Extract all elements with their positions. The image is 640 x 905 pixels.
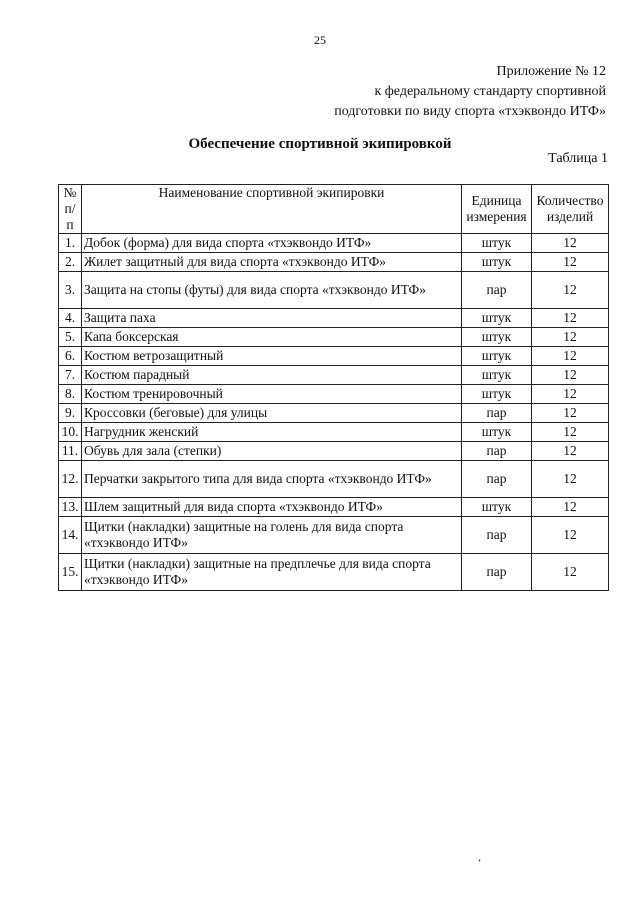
row-name: Костюм парадный [82, 366, 462, 385]
row-unit: штук [462, 423, 532, 442]
table-row [59, 423, 609, 442]
row-name: Перчатки закрытого типа для вида спорта «тхэквондо ИТФ» [82, 461, 462, 498]
appendix-line-3: подготовки по виду спорта «тхэквондо ИТФ» [334, 104, 606, 119]
row-name: Защита на стопы (футы) для вида спорта «тхэквондо ИТФ» [82, 272, 462, 309]
row-num: 8. [59, 385, 82, 404]
table-label: Таблица 1 [548, 151, 608, 166]
equipment-table [58, 184, 609, 591]
row-unit: штук [462, 498, 532, 517]
table-row [59, 442, 609, 461]
row-qty: 12 [532, 404, 609, 423]
table-header-row [59, 185, 609, 234]
table-row [59, 385, 609, 404]
row-unit: пар [462, 517, 532, 554]
appendix-header [334, 62, 606, 122]
table-row [59, 366, 609, 385]
row-name: Защита паха [82, 309, 462, 328]
row-name: Шлем защитный для вида спорта «тхэквондо ИТФ» [82, 498, 462, 517]
row-num: 6. [59, 347, 82, 366]
row-qty: 12 [532, 461, 609, 498]
table-row [59, 253, 609, 272]
row-unit: пар [462, 461, 532, 498]
row-qty: 12 [532, 366, 609, 385]
table-row [59, 272, 609, 309]
row-unit: пар [462, 554, 532, 591]
row-unit: пар [462, 404, 532, 423]
row-unit: штук [462, 309, 532, 328]
row-num: 9. [59, 404, 82, 423]
table-row [59, 347, 609, 366]
row-num: 4. [59, 309, 82, 328]
row-unit: штук [462, 253, 532, 272]
table-row [59, 517, 609, 554]
row-num: 2. [59, 253, 82, 272]
table-row [59, 328, 609, 347]
row-num: 5. [59, 328, 82, 347]
header-qty: Количество изделий [532, 185, 609, 234]
row-unit: пар [462, 442, 532, 461]
row-name: Костюм тренировочный [82, 385, 462, 404]
row-num: 14. [59, 517, 82, 554]
row-name: Костюм ветрозащитный [82, 347, 462, 366]
row-qty: 12 [532, 442, 609, 461]
row-qty: 12 [532, 423, 609, 442]
document-title: Обеспечение спортивной экипировкой [188, 136, 452, 152]
table-row [59, 404, 609, 423]
row-qty: 12 [532, 309, 609, 328]
row-name: Капа боксерская [82, 328, 462, 347]
header-num: № п/п [59, 185, 82, 234]
row-qty: 12 [532, 554, 609, 591]
row-qty: 12 [532, 498, 609, 517]
row-num: 3. [59, 272, 82, 309]
row-unit: штук [462, 385, 532, 404]
header-name: Наименование спортивной экипировки [82, 185, 462, 234]
row-qty: 12 [532, 517, 609, 554]
row-name: Щитки (накладки) защитные на голень для вида спорта «тхэквондо ИТФ» [82, 517, 462, 554]
row-num: 12. [59, 461, 82, 498]
table-row [59, 461, 609, 498]
row-num: 11. [59, 442, 82, 461]
row-unit: штук [462, 366, 532, 385]
table-row [59, 498, 609, 517]
row-qty: 12 [532, 253, 609, 272]
row-qty: 12 [532, 347, 609, 366]
row-qty: 12 [532, 328, 609, 347]
row-name: Обувь для зала (степки) [82, 442, 462, 461]
row-qty: 12 [532, 272, 609, 309]
table-row [59, 554, 609, 591]
table-row [59, 234, 609, 253]
row-num: 13. [59, 498, 82, 517]
row-num: 10. [59, 423, 82, 442]
row-unit: штук [462, 234, 532, 253]
row-num: 7. [59, 366, 82, 385]
row-unit: штук [462, 347, 532, 366]
row-qty: 12 [532, 385, 609, 404]
row-name: Добок (форма) для вида спорта «тхэквондо ИТФ» [82, 234, 462, 253]
row-unit: штук [462, 328, 532, 347]
row-qty: 12 [532, 234, 609, 253]
row-num: 1. [59, 234, 82, 253]
row-name: Нагрудник женский [82, 423, 462, 442]
row-name: Щитки (накладки) защитные на предплечье для вида спорта «тхэквондо ИТФ» [82, 554, 462, 591]
row-name: Жилет защитный для вида спорта «тхэквондо ИТФ» [82, 253, 462, 272]
page-number: 25 [314, 33, 326, 47]
table-row [59, 309, 609, 328]
scan-mark: ʻ [478, 858, 482, 869]
row-num: 15. [59, 554, 82, 591]
appendix-line-2: к федеральному стандарту спортивной [374, 84, 606, 99]
row-unit: пар [462, 272, 532, 309]
appendix-line-1: Приложение № 12 [496, 64, 606, 79]
header-unit: Единица измерения [462, 185, 532, 234]
row-name: Кроссовки (беговые) для улицы [82, 404, 462, 423]
